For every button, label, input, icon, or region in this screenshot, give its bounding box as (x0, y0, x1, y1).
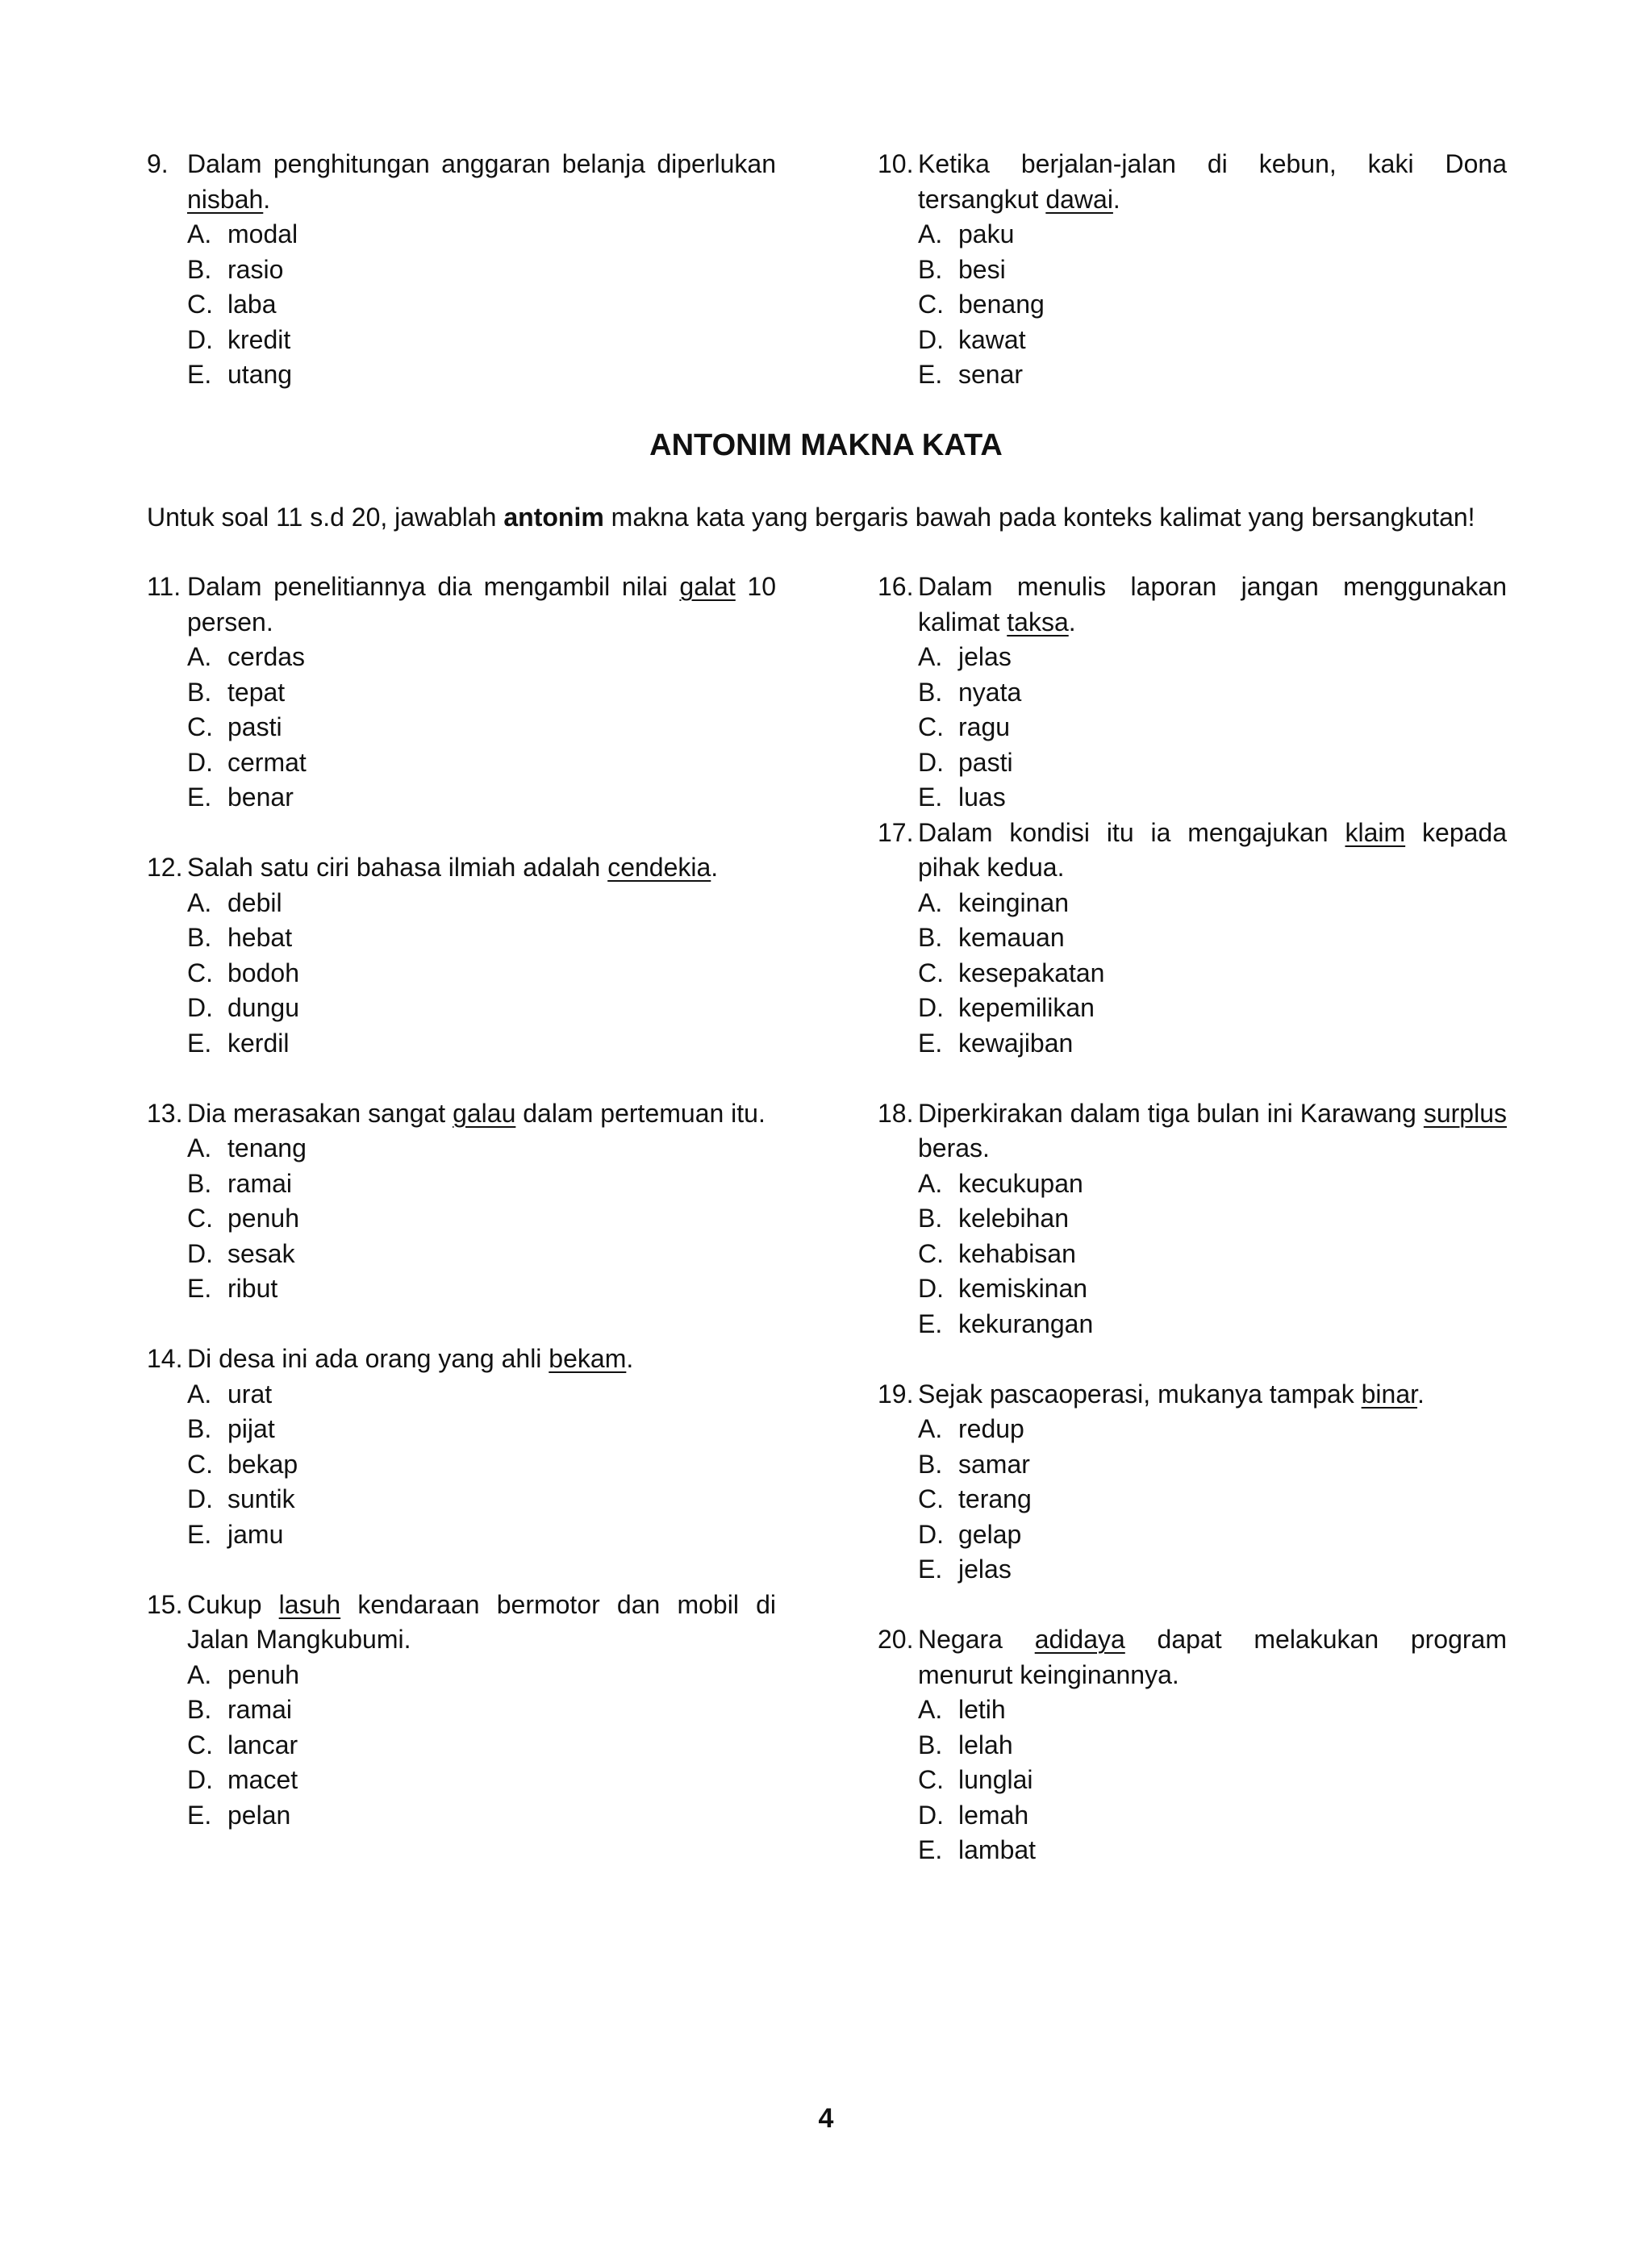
answer-option (187, 1131, 776, 1167)
option-letter: E. (918, 360, 943, 389)
question-number: 15. (147, 1589, 183, 1619)
answer-option (918, 1692, 1507, 1728)
question-item (878, 147, 1507, 393)
question-number: 13. (147, 1098, 183, 1128)
option-letter: B. (918, 1449, 943, 1479)
option-letter: D. (187, 1765, 213, 1794)
option-text: tepat (227, 677, 286, 707)
section-title: ANTONIM MAKNA KATA (649, 428, 1003, 462)
answer-option (187, 1377, 776, 1413)
option-letter: B. (918, 677, 943, 707)
option-text: kewajiban (958, 1028, 1074, 1058)
answer-option (187, 1412, 776, 1447)
option-letter: D. (918, 324, 944, 354)
stem-text: Dalam penghitungan anggaran belanja diperlukan (187, 149, 776, 178)
answer-option (187, 640, 776, 675)
option-letter: E. (918, 1308, 943, 1338)
question-number: 19. (878, 1379, 914, 1409)
option-text: bekap (227, 1449, 298, 1479)
option-letter: B. (918, 254, 943, 284)
answer-option (187, 745, 776, 781)
option-text: pasti (227, 712, 282, 741)
stem-text: Sejak pascaoperasi, mukanya tampak (918, 1379, 1362, 1409)
answer-option (918, 920, 1507, 956)
option-text: gelap (958, 1519, 1022, 1549)
option-text: urat (227, 1379, 273, 1409)
question-stem (187, 570, 776, 640)
option-text: pelan (227, 1800, 291, 1830)
answer-option (918, 745, 1507, 781)
answer-option (187, 991, 776, 1026)
option-text: terang (958, 1484, 1032, 1513)
question-item (147, 147, 776, 393)
answer-option (187, 780, 776, 816)
stem-text: 10 persen. (187, 572, 777, 636)
option-text: lancar (227, 1730, 298, 1759)
option-text: kekurangan (958, 1308, 1094, 1338)
answer-option (918, 1447, 1507, 1483)
answer-option (918, 1798, 1507, 1834)
option-letter: C. (918, 1238, 944, 1268)
option-letter: E. (918, 1835, 943, 1864)
option-letter: D. (187, 324, 213, 354)
answer-option (187, 675, 776, 711)
stem-text: . (711, 853, 719, 882)
answer-option (918, 1271, 1507, 1307)
question-item (147, 1342, 776, 1552)
question-stem-row (878, 1096, 1507, 1167)
option-text: besi (958, 254, 1006, 284)
answer-option (918, 1833, 1507, 1868)
option-text: nyata (958, 677, 1022, 707)
answer-option (187, 323, 776, 358)
option-text: kemiskinan (958, 1274, 1088, 1303)
option-letter: E. (187, 1519, 212, 1549)
underlined-keyword: lasuh (278, 1589, 341, 1619)
answer-option (187, 1517, 776, 1553)
stem-text: kepada pihak kedua. (918, 817, 1508, 882)
option-text: ribut (227, 1274, 278, 1303)
stem-text: . (1417, 1379, 1425, 1409)
option-letter: A. (918, 1414, 943, 1443)
option-letter: A. (918, 642, 943, 671)
answer-option (187, 217, 776, 253)
underlined-keyword: bekam (549, 1344, 627, 1373)
option-text: kredit (227, 324, 291, 354)
answer-option (918, 1201, 1507, 1237)
option-text: ramai (227, 1168, 293, 1198)
answer-option (918, 675, 1507, 711)
answer-option (918, 1763, 1507, 1798)
question-item (878, 1377, 1507, 1588)
option-letter: A. (918, 887, 943, 917)
option-text: lemah (958, 1800, 1029, 1830)
option-text: letih (958, 1695, 1006, 1724)
answer-option (918, 1026, 1507, 1062)
answer-option (187, 1271, 776, 1307)
answer-option (918, 323, 1507, 358)
answer-option (187, 1692, 776, 1728)
option-letter: A. (187, 219, 212, 248)
question-column-top-left (147, 147, 776, 393)
option-letter: C. (918, 1765, 944, 1794)
instruction-bold-word: antonim (503, 503, 604, 532)
stem-text: . (1112, 184, 1120, 214)
option-letter: B. (187, 677, 212, 707)
option-text: pijat (227, 1414, 275, 1443)
underlined-keyword: taksa (1007, 607, 1069, 636)
answer-option (187, 1237, 776, 1272)
question-stem (918, 1096, 1507, 1167)
question-stem-row (147, 147, 776, 217)
option-letter: E. (918, 1028, 943, 1058)
question-item (147, 570, 776, 816)
question-stem (918, 1622, 1507, 1692)
option-letter: C. (918, 712, 944, 741)
option-text: benar (227, 783, 294, 812)
option-text: lelah (958, 1730, 1013, 1759)
option-text: lambat (958, 1835, 1037, 1864)
option-letter: B. (918, 923, 943, 952)
option-text: ramai (227, 1695, 293, 1724)
option-text: dungu (227, 993, 299, 1022)
option-text: rasio (227, 254, 284, 284)
option-text: cerdas (227, 642, 306, 671)
underlined-keyword: klaim (1345, 817, 1406, 847)
answer-option (187, 1658, 776, 1693)
option-letter: A. (918, 1695, 943, 1724)
option-text: kesepakatan (958, 958, 1105, 987)
question-number: 10. (878, 149, 914, 178)
answer-option (918, 253, 1507, 288)
stem-text: . (626, 1344, 634, 1373)
underlined-keyword: galau (453, 1098, 516, 1128)
option-letter: C. (187, 712, 213, 741)
option-letter: B. (918, 1204, 943, 1233)
stem-text: Dalam kondisi itu ia mengajukan (918, 817, 1345, 847)
question-number: 14. (147, 1344, 183, 1373)
option-text: kerdil (227, 1028, 290, 1058)
question-number: 12. (147, 853, 183, 882)
answer-option (187, 287, 776, 323)
answer-option (918, 640, 1507, 675)
answer-option (918, 886, 1507, 921)
option-text: penuh (227, 1659, 299, 1689)
answer-option (918, 1167, 1507, 1202)
question-column-left (147, 570, 776, 1833)
question-item (878, 570, 1507, 816)
option-text: jamu (227, 1519, 284, 1549)
option-text: suntik (227, 1484, 295, 1513)
option-letter: D. (187, 1238, 213, 1268)
answer-option (187, 1026, 776, 1062)
underlined-keyword: cendekia (607, 853, 711, 882)
stem-text: Dalam menulis laporan jangan menggunakan kalimat (918, 572, 1507, 636)
option-letter: D. (187, 747, 213, 777)
question-number: 11. (147, 572, 181, 601)
option-letter: A. (187, 887, 212, 917)
question-column-top-right (878, 147, 1507, 393)
answer-option (918, 287, 1507, 323)
stem-text: Di desa ini ada orang yang ahli (187, 1344, 549, 1373)
underlined-keyword: nisbah (187, 184, 264, 214)
option-letter: C. (187, 290, 213, 319)
stem-text: Diperkirakan dalam tiga bulan ini Karawang (918, 1098, 1424, 1128)
answer-option (918, 1482, 1507, 1517)
underlined-keyword: dawai (1045, 184, 1113, 214)
question-stem-row (878, 816, 1507, 886)
option-letter: E. (187, 1028, 212, 1058)
option-letter: A. (187, 1133, 212, 1162)
option-letter: C. (918, 290, 944, 319)
option-letter: E. (187, 1274, 212, 1303)
option-letter: A. (187, 1659, 212, 1689)
option-letter: B. (187, 254, 212, 284)
answer-option (918, 1237, 1507, 1272)
answer-option (187, 1482, 776, 1517)
question-number: 17. (878, 817, 914, 847)
question-stem (187, 850, 776, 886)
answer-option (187, 1201, 776, 1237)
underlined-keyword: galat (679, 572, 736, 601)
question-item (878, 1096, 1507, 1342)
option-text: jelas (958, 642, 1012, 671)
option-letter: E. (918, 783, 943, 812)
question-number: 20. (878, 1625, 914, 1654)
question-stem (918, 816, 1507, 886)
option-letter: A. (918, 1168, 943, 1198)
answer-option (918, 1517, 1507, 1553)
question-stem-row (878, 147, 1507, 217)
option-text: kelebihan (958, 1204, 1069, 1233)
option-text: paku (958, 219, 1015, 248)
answer-option (187, 1763, 776, 1798)
instruction-post: makna kata yang bergaris bawah pada konteks kalimat yang bersangkutan! (603, 503, 1475, 532)
question-stem (187, 1096, 776, 1132)
answer-option (918, 217, 1507, 253)
stem-text: Cukup (187, 1589, 279, 1619)
option-letter: D. (918, 1800, 944, 1830)
question-stem-row (878, 1622, 1507, 1692)
option-letter: D. (918, 1519, 944, 1549)
option-letter: C. (918, 1484, 944, 1513)
option-text: cermat (227, 747, 307, 777)
option-text: kehabisan (958, 1238, 1076, 1268)
answer-option (187, 920, 776, 956)
answer-option (187, 956, 776, 991)
answer-option (187, 1167, 776, 1202)
question-column-right (878, 570, 1507, 1868)
answer-option (187, 253, 776, 288)
question-stem-row (147, 1342, 776, 1377)
stem-text: Salah satu ciri bahasa ilmiah adalah (187, 853, 608, 882)
instruction-text (147, 500, 1518, 536)
answer-option (187, 710, 776, 745)
question-item (147, 1588, 776, 1834)
stem-text: beras. (918, 1133, 990, 1162)
option-text: macet (227, 1765, 298, 1794)
stem-text: kendaraan bermotor dan mobil di Jalan Mangkubumi. (187, 1589, 777, 1654)
option-letter: D. (918, 747, 944, 777)
stem-text: dapat melakukan program menurut keinginannya. (918, 1625, 1508, 1689)
question-stem-row (878, 1377, 1507, 1413)
option-text: kawat (958, 324, 1026, 354)
question-stem-row (878, 570, 1507, 640)
option-text: lunglai (958, 1765, 1033, 1794)
option-text: keinginan (958, 887, 1069, 917)
answer-option (187, 1798, 776, 1834)
stem-text: Dalam penelitiannya dia mengambil nilai (187, 572, 680, 601)
option-letter: B. (187, 1414, 212, 1443)
option-letter: D. (918, 993, 944, 1022)
question-number: 9. (147, 149, 169, 178)
option-letter: E. (187, 1800, 212, 1830)
page-number: 4 (818, 2103, 834, 2134)
question-stem (187, 1588, 776, 1658)
answer-option (187, 357, 776, 393)
option-letter: D. (918, 1274, 944, 1303)
answer-option (918, 956, 1507, 991)
option-letter: E. (187, 360, 212, 389)
option-letter: E. (187, 783, 212, 812)
instruction-pre: Untuk soal 11 s.d 20, jawablah (147, 503, 504, 532)
option-text: kecukupan (958, 1168, 1083, 1198)
answer-option (918, 357, 1507, 393)
question-stem (918, 147, 1507, 217)
question-number: 16. (878, 572, 914, 601)
option-letter: C. (187, 958, 213, 987)
option-letter: C. (918, 958, 944, 987)
option-letter: C. (187, 1449, 213, 1479)
stem-text: dalam pertemuan itu. (515, 1098, 766, 1128)
underlined-keyword: binar (1361, 1379, 1418, 1409)
option-letter: B. (187, 1168, 212, 1198)
option-text: kemauan (958, 923, 1065, 952)
answer-option (918, 1552, 1507, 1588)
question-stem-row (147, 1588, 776, 1658)
question-stem-row (147, 850, 776, 886)
option-text: penuh (227, 1204, 299, 1233)
option-text: senar (958, 360, 1024, 389)
option-text: bodoh (227, 958, 299, 987)
option-text: kepemilikan (958, 993, 1095, 1022)
question-item (878, 1622, 1507, 1868)
question-stem (918, 570, 1507, 640)
stem-text: . (263, 184, 271, 214)
option-letter: A. (918, 219, 943, 248)
question-item (878, 816, 1507, 1062)
question-item (147, 850, 776, 1061)
underlined-keyword: adidaya (1034, 1625, 1125, 1654)
option-text: tenang (227, 1133, 307, 1162)
question-stem (187, 147, 776, 217)
answer-option (918, 991, 1507, 1026)
option-letter: B. (187, 1695, 212, 1724)
option-text: jelas (958, 1555, 1012, 1584)
option-letter: B. (918, 1730, 943, 1759)
stem-text: Ketika berjalan-jalan di kebun, kaki Dona tersangkut (918, 149, 1507, 214)
answer-option (187, 886, 776, 921)
stem-text: Dia merasakan sangat (187, 1098, 453, 1128)
answer-option (918, 1728, 1507, 1763)
option-text: debil (227, 887, 282, 917)
stem-text: . (1068, 607, 1076, 636)
option-text: redup (958, 1414, 1024, 1443)
option-text: utang (227, 360, 293, 389)
option-text: laba (227, 290, 277, 319)
answer-option (187, 1447, 776, 1483)
answer-option (187, 1728, 776, 1763)
option-text: ragu (958, 712, 1011, 741)
question-stem (918, 1377, 1507, 1413)
option-text: benang (958, 290, 1045, 319)
option-text: hebat (227, 923, 293, 952)
option-text: sesak (227, 1238, 295, 1268)
option-letter: C. (187, 1730, 213, 1759)
question-item (147, 1096, 776, 1307)
option-letter: E. (918, 1555, 943, 1584)
option-text: samar (958, 1449, 1030, 1479)
answer-option (918, 780, 1507, 816)
answer-option (918, 1307, 1507, 1342)
underlined-keyword: surplus (1423, 1098, 1507, 1128)
question-stem-row (147, 1096, 776, 1132)
option-text: luas (958, 783, 1006, 812)
option-letter: D. (187, 993, 213, 1022)
answer-option (918, 710, 1507, 745)
option-letter: A. (187, 642, 212, 671)
question-stem-row (147, 570, 776, 640)
answer-option (918, 1412, 1507, 1447)
question-stem (187, 1342, 776, 1377)
option-letter: B. (187, 923, 212, 952)
question-number: 18. (878, 1098, 914, 1128)
stem-text: Negara (918, 1625, 1035, 1654)
option-text: pasti (958, 747, 1013, 777)
option-letter: D. (187, 1484, 213, 1513)
option-letter: A. (187, 1379, 212, 1409)
option-text: modal (227, 219, 298, 248)
option-letter: C. (187, 1204, 213, 1233)
